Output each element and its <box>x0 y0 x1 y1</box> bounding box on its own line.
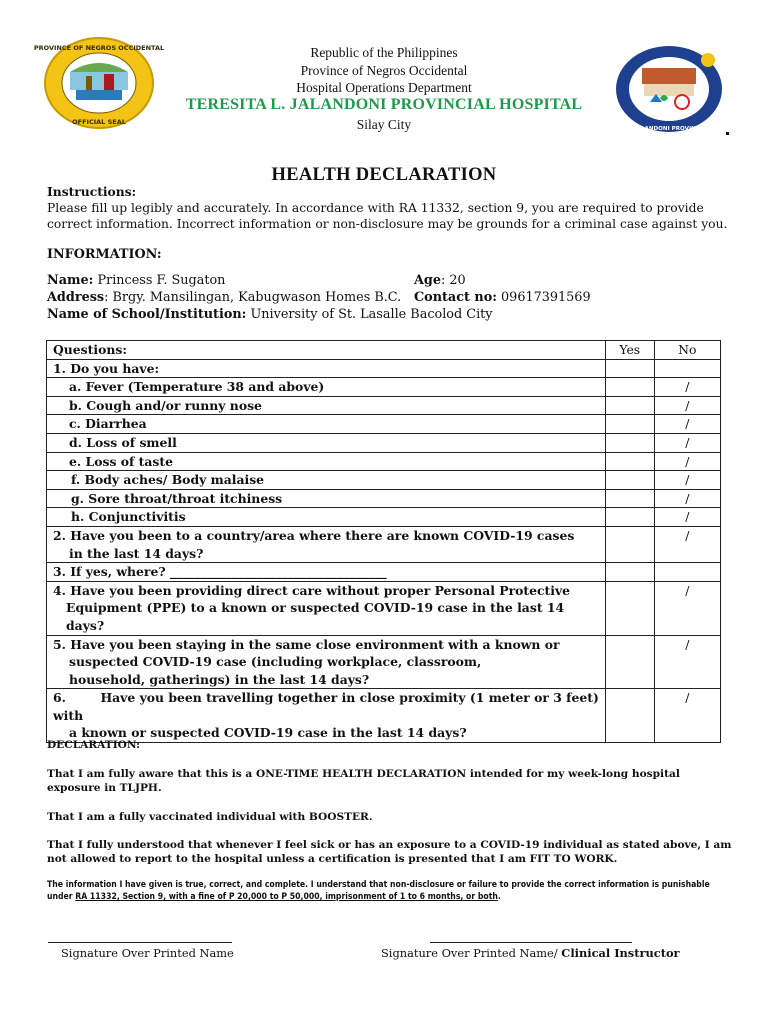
question-2-line2: in the last 14 days? <box>69 545 204 561</box>
answer-no-mark[interactable]: / <box>654 471 720 490</box>
header-questions: Questions: <box>47 341 606 360</box>
question-5-line2: suspected COVID-19 case (including workplace, classroom, <box>69 654 482 670</box>
header-city: Silay City <box>356 117 412 132</box>
address-value: : Brgy. Mansilingan, Kabugwason Homes B.C. <box>104 290 402 305</box>
signature-right-text: Signature Over Printed Name/ <box>381 946 562 960</box>
declaration-p1-line1: That I am fully aware that this is a ONE-TIME HEALTH DECLARATION intended for my week-long hospital <box>47 768 680 780</box>
question-6-line3: a known or suspected COVID-19 case in the last 14 days? <box>69 725 467 741</box>
question-3: 3. If yes, where? ___________________________________ <box>47 563 606 582</box>
answer-yes-cell[interactable] <box>605 508 654 527</box>
address-label: Address <box>47 290 105 305</box>
name-value: Princess F. Sugaton <box>97 273 226 288</box>
signature-line-right[interactable] <box>430 942 632 943</box>
signature-line-left[interactable] <box>48 942 232 943</box>
symptom-sore-throat: g. Sore throat/throat itchiness <box>71 490 283 506</box>
answer-no-mark[interactable]: / <box>654 378 720 397</box>
question-4-line3: days? <box>66 617 105 633</box>
signature-label-left: Signature Over Printed Name <box>61 946 234 960</box>
table-header-row <box>47 341 721 360</box>
header-department: Hospital Operations Department <box>296 80 472 95</box>
hospital-name: TERESITA L. JALANDONI PROVINCIAL HOSPITAL <box>185 96 583 113</box>
symptom-smell: d. Loss of smell <box>69 434 177 450</box>
header-yes: Yes <box>605 341 654 360</box>
answer-yes-cell[interactable] <box>605 689 654 743</box>
question-6-line1: 6. Have you been travelling together in close proximity (1 meter or 3 feet) <box>53 690 599 706</box>
table-row <box>47 563 721 582</box>
answer-yes-cell[interactable] <box>605 415 654 434</box>
symptom-fever: a. Fever (Temperature 38 and above) <box>69 379 325 395</box>
seal-text-top: PROVINCE OF NEGROS OCCIDENTAL <box>33 44 165 52</box>
form-title: HEALTH DECLARATION <box>271 165 497 185</box>
header-no: No <box>654 341 720 360</box>
answer-yes-cell[interactable] <box>605 396 654 415</box>
symptom-cough: b. Cough and/or runny nose <box>69 397 262 413</box>
p4-pre: under <box>47 892 76 902</box>
question-4-line1: 4. Have you been providing direct care without proper Personal Protective <box>53 582 571 598</box>
answer-no-mark[interactable]: / <box>654 635 720 689</box>
school-label: Name of School/Institution: <box>47 307 247 322</box>
table-row <box>47 396 721 415</box>
answer-no-mark[interactable]: / <box>654 689 720 743</box>
table-row <box>47 489 721 508</box>
question-6-line2: with <box>53 707 84 723</box>
answer-yes-cell[interactable] <box>605 452 654 471</box>
name-label: Name: <box>47 273 94 288</box>
symptom-conjunctivitis: h. Conjunctivitis <box>71 509 186 525</box>
question-5-line1: 5. Have you been staying in the same close environment with a known or <box>53 636 560 652</box>
age-value: : 20 <box>441 273 466 288</box>
questions-table <box>46 340 721 743</box>
answer-no-mark[interactable]: / <box>654 396 720 415</box>
answer-no-mark[interactable]: / <box>654 581 720 635</box>
table-row <box>47 526 721 562</box>
declaration-p4-line1: The information I have given is true, correct, and complete. I understand that non-disclosure or failure to provide the correct information is punishable <box>47 880 710 890</box>
symptom-diarrhea: c. Diarrhea <box>69 416 147 432</box>
answer-yes-cell[interactable] <box>605 471 654 490</box>
question-4-line2: Equipment (PPE) to a known or suspected COVID-19 case in the last 14 <box>66 600 565 616</box>
declaration-p3-line2: not allowed to report to the hospital unless a certification is presented that I am FIT TO WORK. <box>47 853 618 865</box>
answer-no-mark[interactable]: / <box>654 508 720 527</box>
declaration-p1-line2: exposure in TLJPH. <box>47 782 162 794</box>
question-2-line1: 2. Have you been to a country/area where there are known COVID-19 cases <box>53 527 575 543</box>
answer-no-mark[interactable]: / <box>654 433 720 452</box>
answer-no-cell[interactable] <box>654 563 720 582</box>
table-row <box>47 508 721 527</box>
age-label: Age <box>414 273 442 288</box>
table-row <box>47 689 721 743</box>
p4-post: . <box>497 892 501 902</box>
declaration-p3-line1: That I fully understood that whenever I feel sick or has an exposure to a COVID-19 individual as stated above, I am <box>47 839 732 851</box>
answer-yes-cell[interactable] <box>605 378 654 397</box>
information-label: INFORMATION: <box>47 247 162 262</box>
age-row <box>414 273 466 288</box>
answer-yes-cell[interactable] <box>605 635 654 689</box>
instructions-label: Instructions: <box>47 184 137 199</box>
name-row <box>47 273 225 288</box>
header-republic: Republic of the Philippines <box>310 45 458 60</box>
table-row <box>47 433 721 452</box>
answer-yes-cell[interactable] <box>605 359 654 378</box>
symptom-body-aches: f. Body aches/ Body malaise <box>71 472 265 488</box>
seal-ring-text: TERESITA L. JALANDONI PROVINCIAL HOSPITAL <box>595 126 743 132</box>
table-row <box>47 581 721 635</box>
declaration-p4-line2 <box>47 891 501 903</box>
declaration-p2: That I am a fully vaccinated individual with BOOSTER. <box>47 811 373 823</box>
seal-text-bottom: OFFICIAL SEAL <box>72 118 126 126</box>
question-5-line3: household, gatherings) in the last 14 days? <box>69 671 370 687</box>
address-row <box>47 290 401 305</box>
clinical-instructor-label: Clinical Instructor <box>561 946 680 960</box>
answer-yes-cell[interactable] <box>605 433 654 452</box>
answer-no-cell[interactable] <box>654 359 720 378</box>
question-1: 1. Do you have: <box>47 359 606 378</box>
instructions-line1: Please fill up legibly and accurately. In accordance with RA 11332, section 9, you are required to provide <box>47 201 704 215</box>
answer-no-mark[interactable]: / <box>654 489 720 508</box>
answer-no-mark[interactable]: / <box>654 415 720 434</box>
school-value: University of St. Lasalle Bacolod City <box>250 307 493 322</box>
answer-yes-cell[interactable] <box>605 526 654 562</box>
answer-yes-cell[interactable] <box>605 563 654 582</box>
school-row <box>47 307 493 322</box>
signature-label-right <box>381 946 680 960</box>
table-row <box>47 635 721 689</box>
table-row <box>47 471 721 490</box>
answer-no-mark[interactable]: / <box>654 526 720 562</box>
table-row <box>47 378 721 397</box>
contact-value: 09617391569 <box>501 290 591 305</box>
contact-label: Contact no: <box>414 290 497 305</box>
header-province: Province of Negros Occidental <box>300 63 468 78</box>
symptom-taste: e. Loss of taste <box>69 453 173 469</box>
p4-underlined: RA 11332, Section 9, with a fine of P 20,000 to P 50,000, imprisonment of 1 to 6 months, or both <box>75 892 498 902</box>
table-row <box>47 359 721 378</box>
answer-yes-cell[interactable] <box>605 489 654 508</box>
answer-yes-cell[interactable] <box>605 581 654 635</box>
table-row <box>47 452 721 471</box>
answer-no-mark[interactable]: / <box>654 452 720 471</box>
instructions-line2: correct information. Incorrect information or non-disclosure may be grounds for a criminal case against you. <box>47 217 728 231</box>
declaration-label: DECLARATION: <box>47 739 141 751</box>
table-row <box>47 415 721 434</box>
contact-row <box>414 290 591 305</box>
